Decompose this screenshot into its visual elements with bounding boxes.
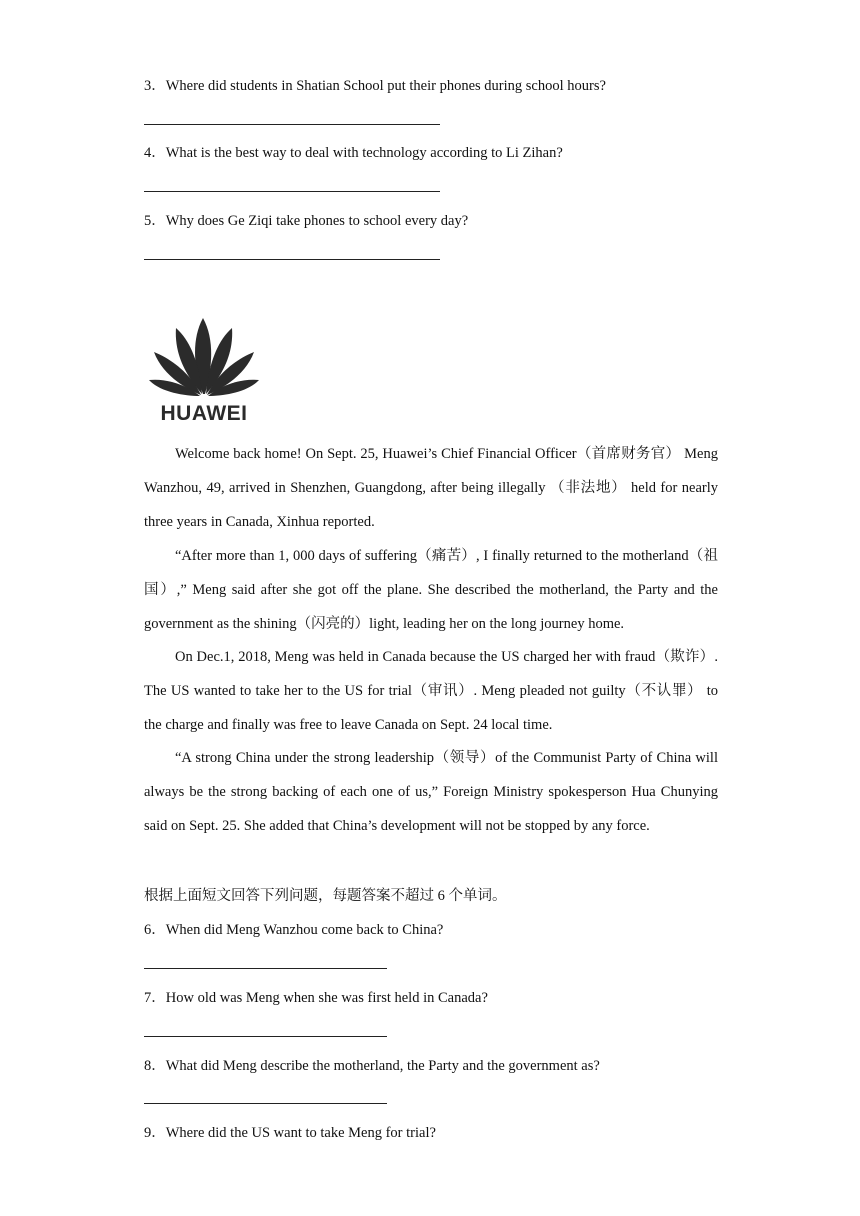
passage-paragraph-1: Welcome back home! On Sept. 25, Huawei’s Chief Financial Officer（首席财务官） Meng Wanzhou, 49, arrived in Shenzhen, Guangdong, after being illegally （非法地） held for nearly three years in Canada, Xinhua reported. <box>144 446 718 530</box>
question-5 <box>144 209 468 230</box>
question-8 <box>144 1054 600 1075</box>
question-text: Where did the US want to take Meng for trial? <box>165 1125 436 1141</box>
question-3 <box>144 74 606 95</box>
question-number: 7． <box>144 990 166 1006</box>
question-9 <box>144 1121 436 1142</box>
question-text: What is the best way to deal with technology according to Li Zihan? <box>165 145 563 161</box>
question-4 <box>144 141 563 162</box>
question-number: 6． <box>144 922 166 938</box>
huawei-logo <box>146 312 262 424</box>
question-number: 4． <box>144 145 166 161</box>
question-number: 8． <box>144 1058 166 1074</box>
passage-paragraph-2: “After more than 1, 000 days of suffering（痛苦）, I finally returned to the motherland（祖国）,” Meng said after she got off the plane. She described the motherland, the Party and the government as the shining（闪亮的）light, leading her on the long journey home. <box>144 548 718 632</box>
question-number: 9． <box>144 1125 166 1141</box>
answer-line-3[interactable] <box>144 124 440 125</box>
question-text: Where did students in Shatian School put their phones during school hours? <box>165 78 606 94</box>
question-number: 3． <box>144 78 166 94</box>
logo-wordmark: HUAWEI <box>160 402 248 424</box>
question-6 <box>144 918 443 939</box>
question-text: Why does Ge Ziqi take phones to school every day? <box>165 213 469 229</box>
answer-line-8[interactable] <box>144 1103 387 1104</box>
question-text: What did Meng describe the motherland, the Party and the government as? <box>165 1058 600 1074</box>
question-number: 5． <box>144 213 166 229</box>
question-text: When did Meng Wanzhou come back to China? <box>165 922 444 938</box>
answer-line-6[interactable] <box>144 968 387 969</box>
answer-line-4[interactable] <box>144 191 440 192</box>
huawei-petals-icon <box>149 318 259 396</box>
instruction-text: 根据上面短文回答下列问题，每题答案不超过 6 个单词。 <box>144 888 507 904</box>
question-text: How old was Meng when she was first held in Canada? <box>165 990 488 1006</box>
passage-paragraph-3: On Dec.1, 2018, Meng was held in Canada because the US charged her with fraud（欺诈）. The US wanted to take her to the US for trial（审讯）. Meng pleaded not guilty（不认罪） to the charge and finally was free to leave Canada on Sept. 24 local time. <box>144 649 718 733</box>
answer-line-5[interactable] <box>144 259 440 260</box>
passage-paragraph-4: “A strong China under the strong leadership（领导）of the Communist Party of China will always be the strong backing of each one of us,” Foreign Ministry spokesperson Hua Chunying said on Sept. 25. She added that China’s development will not be stopped by any force. <box>144 750 718 834</box>
question-7 <box>144 986 488 1007</box>
answer-line-7[interactable] <box>144 1036 387 1037</box>
